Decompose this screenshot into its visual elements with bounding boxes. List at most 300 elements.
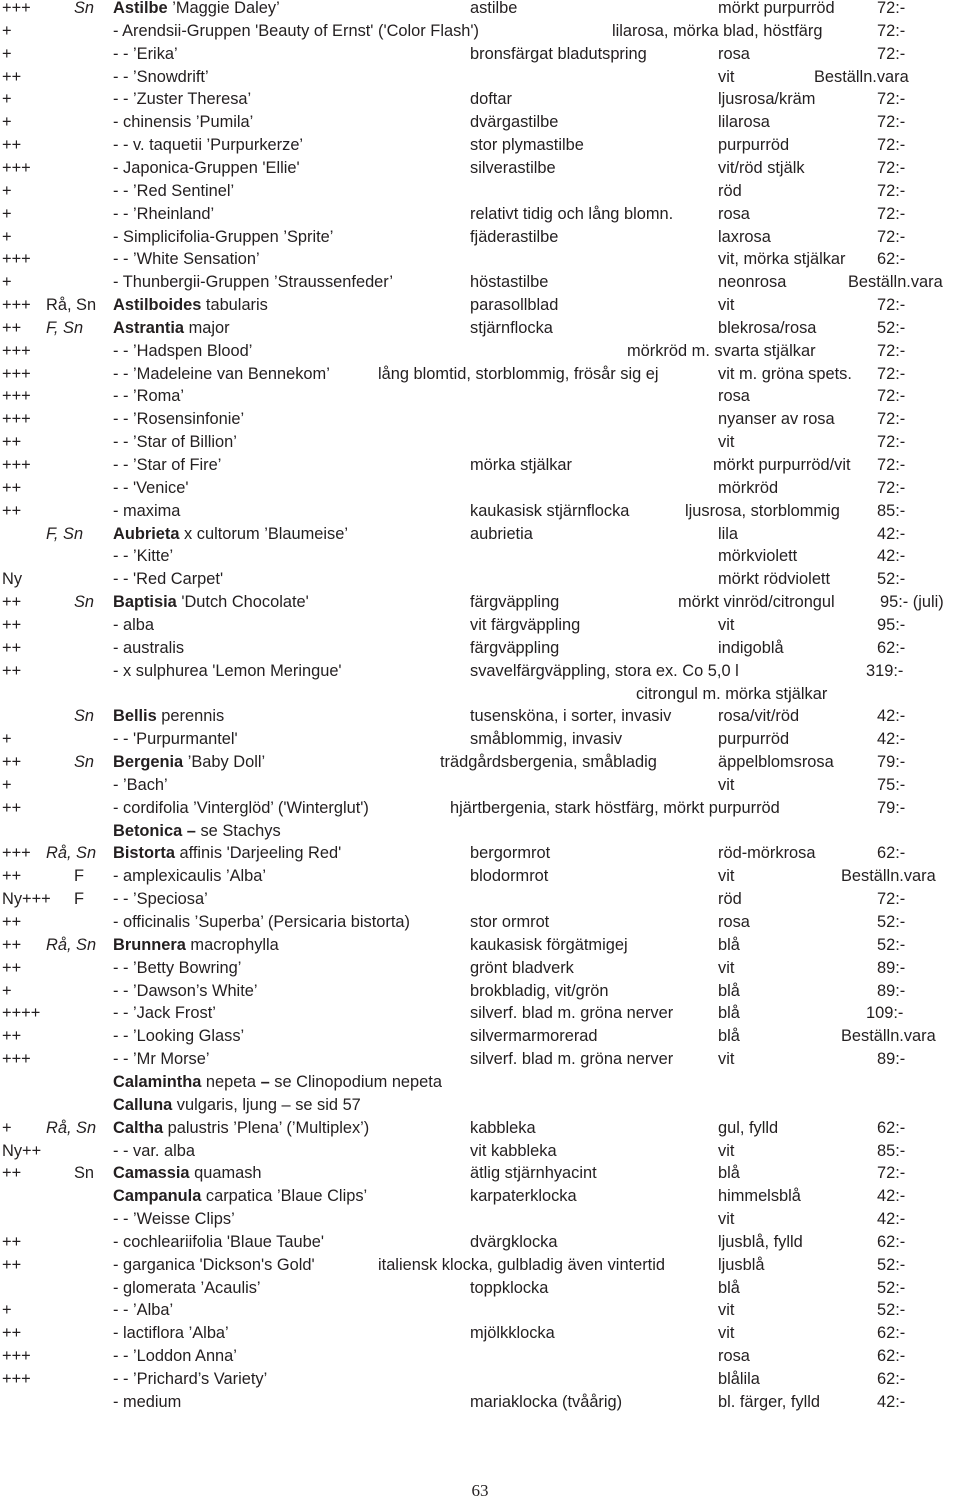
species-name: ’Maggie Daley’ bbox=[167, 0, 280, 17]
list-row bbox=[0, 340, 960, 363]
list-row bbox=[0, 660, 960, 683]
hardiness-rating: ++ bbox=[2, 1164, 22, 1183]
price: 72:- bbox=[877, 227, 906, 246]
flower-color: vit bbox=[718, 1324, 735, 1343]
hardiness-rating: ++ bbox=[2, 1232, 22, 1251]
species-name: - cordifolia ’Vinterglöd’ ('Winterglut') bbox=[113, 798, 369, 817]
genus-name: Bistorta bbox=[113, 844, 175, 863]
hardiness-rating: Ny bbox=[2, 570, 23, 589]
description: silvermarmorerad bbox=[470, 1027, 598, 1046]
list-row bbox=[0, 980, 960, 1003]
list-row bbox=[0, 385, 960, 408]
plant-name bbox=[113, 111, 253, 134]
plant-name bbox=[113, 1231, 324, 1254]
list-row bbox=[0, 1322, 960, 1345]
species-name: - cochleariifolia 'Blaue Taube' bbox=[113, 1232, 324, 1251]
species-name: - - ’Jack Frost’ bbox=[113, 1004, 216, 1023]
flower-color: himmelsblå bbox=[718, 1187, 801, 1206]
list-row bbox=[0, 1162, 960, 1185]
price: 52:- bbox=[877, 935, 906, 954]
species-name: - - ’Weisse Clips’ bbox=[113, 1210, 235, 1229]
flower-color: gul, fylld bbox=[718, 1118, 779, 1137]
species-name: - - 'Red Carpet' bbox=[113, 570, 224, 589]
flower-color: vit bbox=[718, 67, 735, 86]
species-name: - - ’Rheinland’ bbox=[113, 204, 215, 223]
flower-color: blå bbox=[718, 1027, 740, 1046]
species-name: - - ’Alba’ bbox=[113, 1301, 174, 1320]
list-row bbox=[0, 0, 960, 20]
plant-name bbox=[113, 408, 244, 431]
site-code: Rå, Sn bbox=[46, 844, 97, 863]
plant-name bbox=[113, 1117, 369, 1140]
description: stor plymastilbe bbox=[470, 136, 584, 155]
species-name: palustris ’Plena’ (’Multiplex’) bbox=[163, 1118, 370, 1137]
list-row bbox=[0, 1208, 960, 1231]
genus-name: Astrantia bbox=[113, 318, 185, 337]
description: ätlig stjärnhyacint bbox=[470, 1164, 597, 1183]
description: vit kabbleka bbox=[470, 1141, 557, 1160]
hardiness-rating: ++ bbox=[2, 1324, 22, 1343]
species-name: 'Dutch Chocolate' bbox=[176, 593, 309, 612]
price: 72:- bbox=[877, 478, 906, 497]
plant-name bbox=[113, 614, 154, 637]
hardiness-rating: ++ bbox=[2, 1027, 22, 1046]
price: 79:- bbox=[877, 798, 906, 817]
plant-name bbox=[113, 66, 209, 89]
flower-color: vit bbox=[718, 1301, 735, 1320]
site-code: F, Sn bbox=[46, 524, 84, 543]
species-name: - alba bbox=[113, 615, 155, 634]
plant-name bbox=[113, 1094, 361, 1117]
hardiness-rating: ++ bbox=[2, 958, 22, 977]
description: mariaklocka (tvåårig) bbox=[470, 1392, 623, 1411]
species-name: - - ’Betty Bowring’ bbox=[113, 958, 242, 977]
page-number: 63 bbox=[471, 1481, 489, 1500]
hardiness-rating: +++ bbox=[2, 364, 31, 383]
price: 52:- bbox=[877, 318, 906, 337]
plant-name bbox=[113, 820, 281, 843]
list-row bbox=[0, 271, 960, 294]
price: 42:- bbox=[877, 547, 906, 566]
price: 72:- bbox=[877, 204, 906, 223]
description: färgväppling bbox=[470, 593, 560, 612]
price: 52:- bbox=[877, 1255, 906, 1274]
plant-name bbox=[113, 1071, 442, 1094]
species-name: major bbox=[184, 318, 230, 337]
hardiness-rating: +++ bbox=[2, 0, 31, 17]
flower-color: rosa/vit/röd bbox=[718, 707, 800, 726]
plant-name bbox=[113, 20, 479, 43]
species-name: - Arendsii-Gruppen 'Beauty of Ernst' ('Color Flash') bbox=[113, 21, 479, 40]
list-row bbox=[0, 591, 960, 614]
plant-name bbox=[113, 317, 230, 340]
plant-name bbox=[113, 957, 241, 980]
plant-name bbox=[113, 248, 260, 271]
list-row bbox=[0, 226, 960, 249]
hardiness-rating: ++ bbox=[2, 593, 22, 612]
plant-name bbox=[113, 477, 189, 500]
plant-name bbox=[113, 751, 265, 774]
plant-name bbox=[113, 865, 266, 888]
hardiness-rating: + bbox=[2, 113, 12, 132]
flower-color: rosa bbox=[718, 44, 750, 63]
hardiness-rating: ++ bbox=[2, 935, 22, 954]
flower-color: vit, mörka stjälkar bbox=[718, 250, 846, 269]
price: 72:- bbox=[877, 21, 906, 40]
genus-name: Bellis bbox=[113, 707, 157, 726]
species-name: - - ’Madeleine van Bennekom’ bbox=[113, 364, 330, 383]
flower-color: neonrosa bbox=[718, 273, 787, 292]
plant-name bbox=[113, 1368, 267, 1391]
price: 72:- bbox=[877, 387, 906, 406]
description: aubrietia bbox=[470, 524, 533, 543]
hardiness-rating: ++ bbox=[2, 501, 22, 520]
list-row bbox=[0, 683, 960, 706]
flower-color: citrongul m. mörka stjälkar bbox=[636, 684, 828, 703]
description: fjäderastilbe bbox=[470, 227, 559, 246]
plant-name bbox=[113, 660, 342, 683]
flower-color: vit bbox=[718, 958, 735, 977]
description: stor ormrot bbox=[470, 913, 550, 931]
flower-color: laxrosa bbox=[718, 227, 771, 246]
species-name: - Thunbergii-Gruppen ’Straussenfeder’ bbox=[113, 273, 394, 292]
flower-color: vit bbox=[718, 615, 735, 634]
plant-name bbox=[113, 294, 268, 317]
flower-color: vit/röd stjälk bbox=[718, 158, 805, 177]
species-name: - Simplicifolia-Gruppen ’Sprite’ bbox=[113, 227, 334, 246]
price: 72:- bbox=[877, 296, 906, 315]
species-name: macrophylla bbox=[185, 935, 279, 954]
genus-name: Astilboides bbox=[113, 296, 202, 315]
flower-color: mörkviolett bbox=[718, 547, 798, 566]
hardiness-rating: ++ bbox=[2, 753, 22, 772]
hardiness-rating: + bbox=[2, 775, 12, 794]
plant-name bbox=[113, 568, 223, 591]
list-row bbox=[0, 431, 960, 454]
description: relativt tidig och lång blomn. bbox=[470, 204, 674, 223]
flower-color: blå bbox=[718, 1004, 740, 1023]
genus-name: Caltha bbox=[113, 1118, 164, 1137]
description: grönt bladverk bbox=[470, 958, 574, 977]
plant-name bbox=[113, 980, 258, 1003]
flower-color: mörkt purpurröd bbox=[718, 0, 835, 17]
species-name: - - ’Prichard’s Variety’ bbox=[113, 1370, 268, 1388]
flower-color: vit bbox=[718, 296, 735, 315]
plant-name bbox=[113, 1185, 367, 1208]
price: 72:- bbox=[877, 181, 906, 200]
price: 72:- bbox=[877, 456, 906, 474]
hardiness-rating: ++ bbox=[2, 1255, 22, 1274]
list-row bbox=[0, 568, 960, 591]
list-row bbox=[0, 500, 960, 523]
hardiness-rating: ++ bbox=[2, 615, 22, 634]
list-row bbox=[0, 1117, 960, 1140]
genus-name: Brunnera bbox=[113, 935, 186, 954]
price: 52:- bbox=[877, 570, 906, 589]
plant-name bbox=[113, 523, 348, 546]
price: 75:- bbox=[877, 775, 906, 794]
species-name: - - ’Rosensinfonie’ bbox=[113, 410, 245, 429]
hardiness-rating: + bbox=[2, 227, 12, 246]
plant-name bbox=[113, 271, 393, 294]
flower-color: purpurröd bbox=[718, 730, 790, 749]
list-row bbox=[0, 43, 960, 66]
description: dvärgastilbe bbox=[470, 113, 559, 132]
plant-name bbox=[113, 1391, 181, 1414]
plant-name bbox=[113, 591, 309, 614]
species-name: quamash bbox=[189, 1164, 262, 1183]
species-name: - - ’Looking Glass’ bbox=[113, 1027, 245, 1046]
price: 62:- bbox=[877, 1370, 906, 1388]
plant-name bbox=[113, 705, 224, 728]
plant-name bbox=[113, 1322, 229, 1345]
flower-color: vit bbox=[718, 1050, 735, 1069]
price: 42:- bbox=[877, 524, 906, 543]
hardiness-rating: + bbox=[2, 90, 12, 109]
list-row bbox=[0, 1345, 960, 1368]
price: 42:- bbox=[877, 1392, 906, 1411]
price: 72:- bbox=[877, 44, 906, 63]
description: mjölkklocka bbox=[470, 1324, 555, 1343]
hardiness-rating: Ny+++ bbox=[2, 890, 51, 909]
species-name: - - var. alba bbox=[113, 1141, 195, 1160]
list-row bbox=[0, 180, 960, 203]
hardiness-rating: + bbox=[2, 981, 12, 1000]
flower-color: indigoblå bbox=[718, 638, 784, 657]
description: silverastilbe bbox=[470, 158, 556, 177]
price: 109:- bbox=[866, 1004, 904, 1023]
list-row bbox=[0, 728, 960, 751]
list-row bbox=[0, 203, 960, 226]
flower-color: röd-mörkrosa bbox=[718, 844, 816, 863]
list-row bbox=[0, 797, 960, 820]
genus-name: Bergenia bbox=[113, 753, 184, 772]
price: Beställn.vara bbox=[841, 1027, 936, 1046]
flower-color: lilarosa bbox=[718, 113, 770, 132]
list-row bbox=[0, 20, 960, 43]
description: vit färgväppling bbox=[470, 615, 581, 634]
hardiness-rating: +++ bbox=[2, 250, 31, 269]
plant-name bbox=[113, 888, 208, 911]
species-name: x cultorum ’Blaumeise’ bbox=[179, 524, 349, 543]
price: 89:- bbox=[877, 1050, 906, 1069]
description: dvärgklocka bbox=[470, 1232, 558, 1251]
site-code: Sn bbox=[74, 0, 95, 17]
plant-name bbox=[113, 1025, 244, 1048]
species-name: - chinensis ’Pumila’ bbox=[113, 113, 254, 132]
hardiness-rating: +++ bbox=[2, 844, 31, 863]
hardiness-rating: +++ bbox=[2, 1050, 31, 1069]
price: Beställn.vara bbox=[848, 273, 943, 292]
price: 72:- bbox=[877, 364, 906, 383]
plant-name bbox=[113, 842, 341, 865]
description: brokbladig, vit/grön bbox=[470, 981, 609, 1000]
list-row bbox=[0, 317, 960, 340]
price: 42:- bbox=[877, 730, 906, 749]
description: silverf. blad m. gröna nerver bbox=[470, 1050, 674, 1069]
price: 42:- bbox=[877, 1210, 906, 1229]
species-name: - amplexicaulis ’Alba’ bbox=[113, 867, 267, 886]
species-name: - - ’Hadspen Blood’ bbox=[113, 341, 253, 360]
hardiness-rating: + bbox=[2, 1301, 12, 1320]
hardiness-rating: ++ bbox=[2, 136, 22, 155]
species-name: - - ’Kitte’ bbox=[113, 547, 174, 566]
genus-name: Betonica bbox=[113, 821, 183, 840]
price: 85:- bbox=[877, 501, 906, 520]
plant-name bbox=[113, 728, 238, 751]
flower-color: ljusrosa, storblommig bbox=[685, 501, 840, 520]
site-code: Rå, Sn bbox=[46, 296, 97, 315]
species-name: - maxima bbox=[113, 501, 181, 520]
plant-name bbox=[113, 1345, 237, 1368]
description: kaukasisk stjärnflocka bbox=[470, 501, 630, 520]
price: Beställn.vara bbox=[814, 67, 909, 86]
price: 72:- bbox=[877, 890, 906, 909]
hardiness-rating: + bbox=[2, 273, 12, 292]
description: italiensk klocka, gulbladig även vintertid bbox=[378, 1255, 665, 1274]
description: trädgårdsbergenia, småbladig bbox=[440, 753, 657, 772]
flower-color: röd bbox=[718, 181, 742, 200]
hardiness-rating: ++ bbox=[2, 318, 22, 337]
species-name: - glomerata ’Acaulis’ bbox=[113, 1278, 261, 1297]
list-row bbox=[0, 66, 960, 89]
description: lång blomtid, storblommig, frösår sig ej bbox=[378, 364, 659, 383]
flower-color: purpurröd bbox=[718, 136, 790, 155]
description: astilbe bbox=[470, 0, 518, 17]
description: hjärtbergenia, stark höstfärg, mörkt purpurröd bbox=[450, 798, 780, 817]
list-row bbox=[0, 157, 960, 180]
price: 72:- bbox=[877, 0, 906, 17]
flower-color: vit bbox=[718, 1141, 735, 1160]
species-name: - garganica 'Dickson's Gold' bbox=[113, 1255, 315, 1274]
description: blodormrot bbox=[470, 867, 549, 886]
flower-color: lilarosa, mörka blad, höstfärg bbox=[612, 21, 823, 40]
site-code: Sn bbox=[74, 753, 95, 772]
description: mörka stjälkar bbox=[470, 456, 573, 474]
plant-name bbox=[113, 637, 184, 660]
price: 72:- bbox=[877, 410, 906, 429]
site-code: F, Sn bbox=[46, 318, 84, 337]
price: 62:- bbox=[877, 638, 906, 657]
hardiness-rating: +++ bbox=[2, 1347, 31, 1366]
species-name: tabularis bbox=[201, 296, 268, 315]
hardiness-rating: +++ bbox=[2, 296, 31, 315]
hardiness-rating: +++ bbox=[2, 158, 31, 177]
price: 95:- bbox=[877, 615, 906, 634]
price: 42:- bbox=[877, 1187, 906, 1206]
list-row bbox=[0, 1254, 960, 1277]
hardiness-rating: +++ bbox=[2, 456, 31, 474]
price: 62:- bbox=[877, 1232, 906, 1251]
flower-color: äppelblomsrosa bbox=[718, 753, 834, 772]
hardiness-rating: ++ bbox=[2, 913, 22, 931]
list-row bbox=[0, 934, 960, 957]
species-name: - lactiflora ’Alba’ bbox=[113, 1324, 229, 1343]
hardiness-rating: ++ bbox=[2, 478, 22, 497]
list-row bbox=[0, 637, 960, 660]
price: 62:- bbox=[877, 1347, 906, 1366]
flower-color: mörkröd m. svarta stjälkar bbox=[627, 341, 816, 360]
price: 72:- bbox=[877, 113, 906, 132]
price: 62:- bbox=[877, 1324, 906, 1343]
hardiness-rating: +++ bbox=[2, 410, 31, 429]
site-code: Sn bbox=[74, 593, 95, 612]
site-code: F bbox=[74, 890, 85, 909]
site-code: Rå, Sn bbox=[46, 1118, 97, 1137]
description: färgväppling bbox=[470, 638, 560, 657]
price: 52:- bbox=[877, 1301, 906, 1320]
list-row bbox=[0, 705, 960, 728]
plant-name bbox=[113, 911, 410, 934]
flower-color: rosa bbox=[718, 913, 750, 931]
plant-name bbox=[113, 454, 221, 477]
flower-color: bl. färger, fylld bbox=[718, 1392, 821, 1411]
species-name: - officinalis ’Superba’ (Persicaria bistorta) bbox=[113, 913, 410, 931]
species-name: perennis bbox=[156, 707, 225, 726]
hardiness-rating: ++ bbox=[2, 867, 22, 886]
description: kaukasisk förgätmigej bbox=[470, 935, 628, 954]
description: karpaterklocka bbox=[470, 1187, 577, 1206]
plant-name bbox=[113, 43, 178, 66]
flower-color: blå bbox=[718, 935, 740, 954]
description: tusensköna, i sorter, invasiv bbox=[470, 707, 672, 726]
flower-color: vit bbox=[718, 775, 735, 794]
species-name: - Japonica-Gruppen 'Ellie' bbox=[113, 158, 300, 177]
description: parasollblad bbox=[470, 296, 559, 315]
price: Beställn.vara bbox=[841, 867, 936, 886]
list-row bbox=[0, 1391, 960, 1414]
flower-color: rosa bbox=[718, 387, 750, 406]
species-name: - - ’Snowdrift’ bbox=[113, 67, 209, 86]
list-row bbox=[0, 134, 960, 157]
hardiness-rating: + bbox=[2, 204, 12, 223]
flower-color: vit m. gröna spets. bbox=[718, 364, 852, 383]
description: småblommig, invasiv bbox=[470, 730, 623, 749]
list-row bbox=[0, 1048, 960, 1071]
price: 72:- bbox=[877, 1164, 906, 1183]
flower-color: blekrosa/rosa bbox=[718, 318, 817, 337]
list-row bbox=[0, 408, 960, 431]
plant-name bbox=[113, 88, 251, 111]
species-name: affinis 'Darjeeling Red' bbox=[174, 844, 342, 863]
genus-name: Astilbe bbox=[113, 0, 168, 17]
genus-name: Calamintha bbox=[113, 1072, 202, 1091]
hardiness-rating: + bbox=[2, 1118, 12, 1137]
description: bronsfärgat bladutspring bbox=[470, 44, 647, 63]
plant-name bbox=[113, 385, 184, 408]
price: 72:- bbox=[877, 433, 906, 452]
hardiness-rating: + bbox=[2, 21, 12, 40]
list-row bbox=[0, 774, 960, 797]
list-row bbox=[0, 363, 960, 386]
plant-name bbox=[113, 340, 252, 363]
plant-name bbox=[113, 1162, 262, 1185]
hardiness-rating: + bbox=[2, 44, 12, 63]
species-name: - - v. taquetii ’Purpurkerze’ bbox=[113, 136, 304, 155]
plant-name bbox=[113, 157, 300, 180]
price: 89:- bbox=[877, 981, 906, 1000]
hardiness-rating: ++ bbox=[2, 67, 22, 86]
species-name: - - 'Purpurmantel' bbox=[113, 730, 238, 749]
plant-name bbox=[113, 431, 237, 454]
plant-name bbox=[113, 1140, 195, 1163]
list-row bbox=[0, 1140, 960, 1163]
genus-name: Campanula bbox=[113, 1187, 202, 1206]
flower-color: rosa bbox=[718, 1347, 750, 1366]
species-name: - x sulphurea 'Lemon Meringue' bbox=[113, 661, 342, 680]
plant-name bbox=[113, 934, 279, 957]
description: kabbleka bbox=[470, 1118, 536, 1137]
